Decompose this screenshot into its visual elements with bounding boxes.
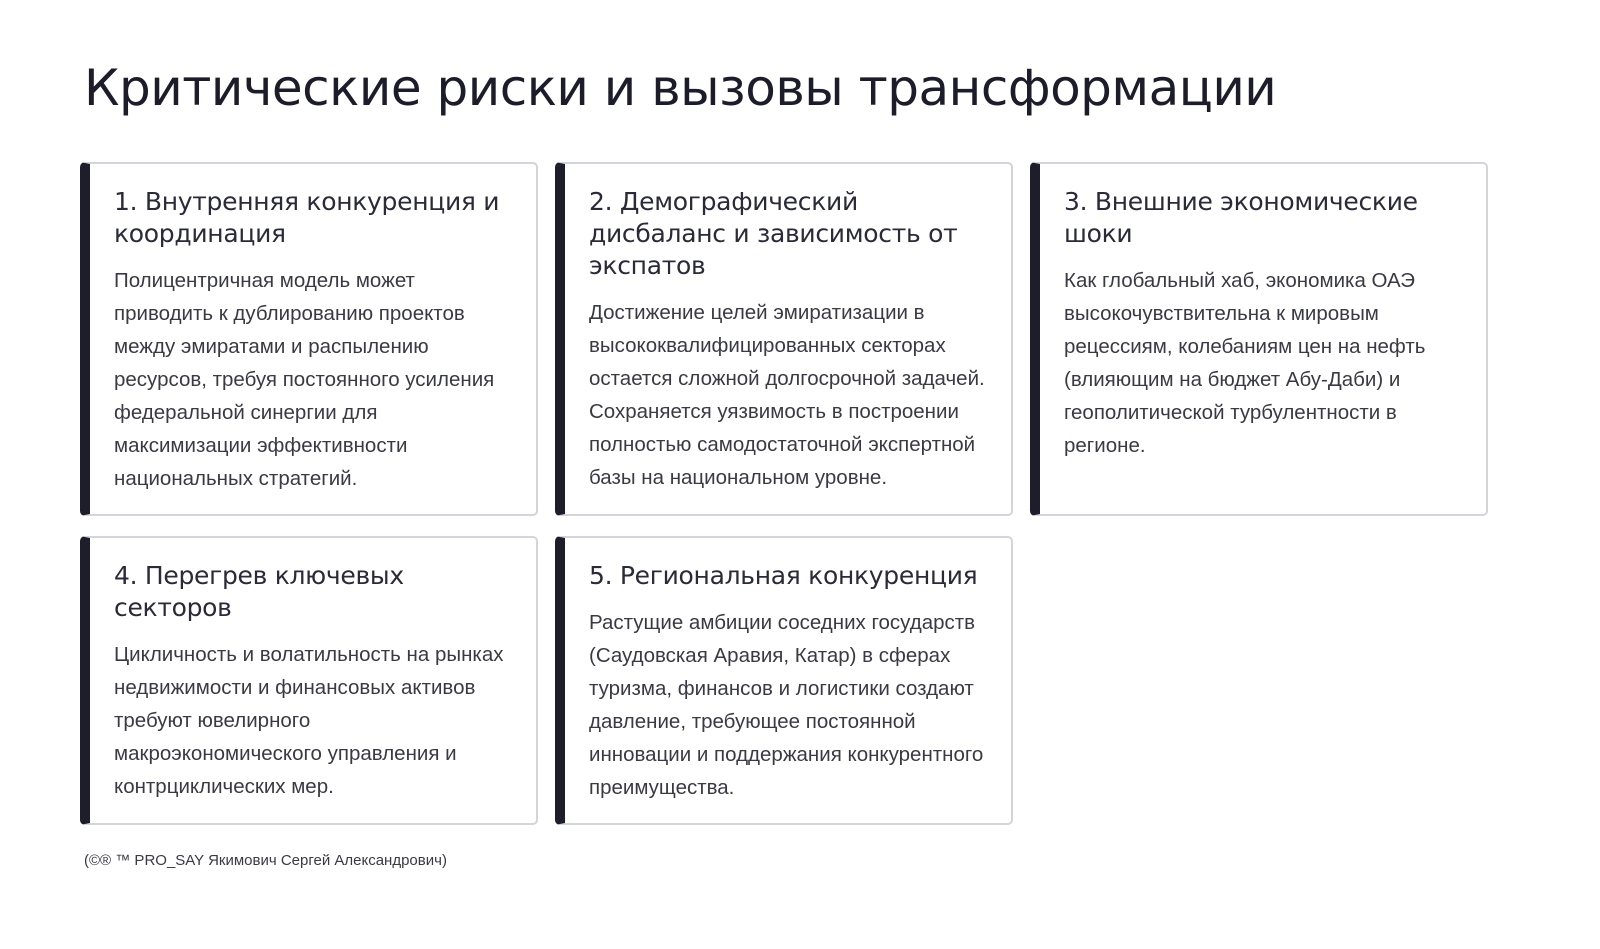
card-text: Как глобальный хаб, экономика ОАЭ высокочувствительна к мировым рецессиям, колебаниям цен на нефть (влияющим на бюджет Абу-Даби) и геополитической турбулентности в регионе. [1064, 269, 1426, 457]
card-title: 2. Демографический дисбаланс и зависимость от экспатов [589, 187, 958, 280]
page-title: Критические риски и вызовы трансформации [84, 59, 1277, 117]
card-title: 5. Региональная конкуренция [589, 561, 978, 590]
risk-card-demographic-imbalance [555, 162, 1013, 516]
risk-card-external-shocks [1030, 162, 1488, 516]
copyright-note: (©® ™ PRO_SAY Якимович Сергей Александрович) [84, 852, 447, 869]
risk-card-regional-competition [555, 536, 1013, 825]
risk-card-sector-overheating [80, 536, 538, 825]
card-text: Растущие амбиции соседних государств (Саудовская Аравия, Катар) в сферах туризма, финансов и логистики создают давление, требующее постоянной инновации и поддержания конкурентного преимущества. [589, 611, 984, 799]
card-text: Цикличность и волатильность на рынках недвижимости и финансовых активов требуют ювелирного макроэкономического управления и контрциклических мер. [114, 643, 504, 798]
card-title: 4. Перегрев ключевых секторов [114, 561, 404, 622]
card-text: Полицентричная модель может приводить к дублированию проектов между эмиратами и распылению ресурсов, требуя постоянного усиления федеральной синергии для максимизации эффективности национальных стратегий. [114, 269, 495, 490]
card-title: 1. Внутренняя конкуренция и координация [114, 187, 500, 248]
card-text: Достижение целей эмиратизации в высококвалифицированных секторах остается сложной долгосрочной задачей. Сохраняется уязвимость в построении полностью самодостаточной экспертной базы на национальном уровне. [589, 301, 985, 489]
risk-card-internal-competition [80, 162, 538, 516]
card-title: 3. Внешние экономические шоки [1064, 187, 1418, 248]
